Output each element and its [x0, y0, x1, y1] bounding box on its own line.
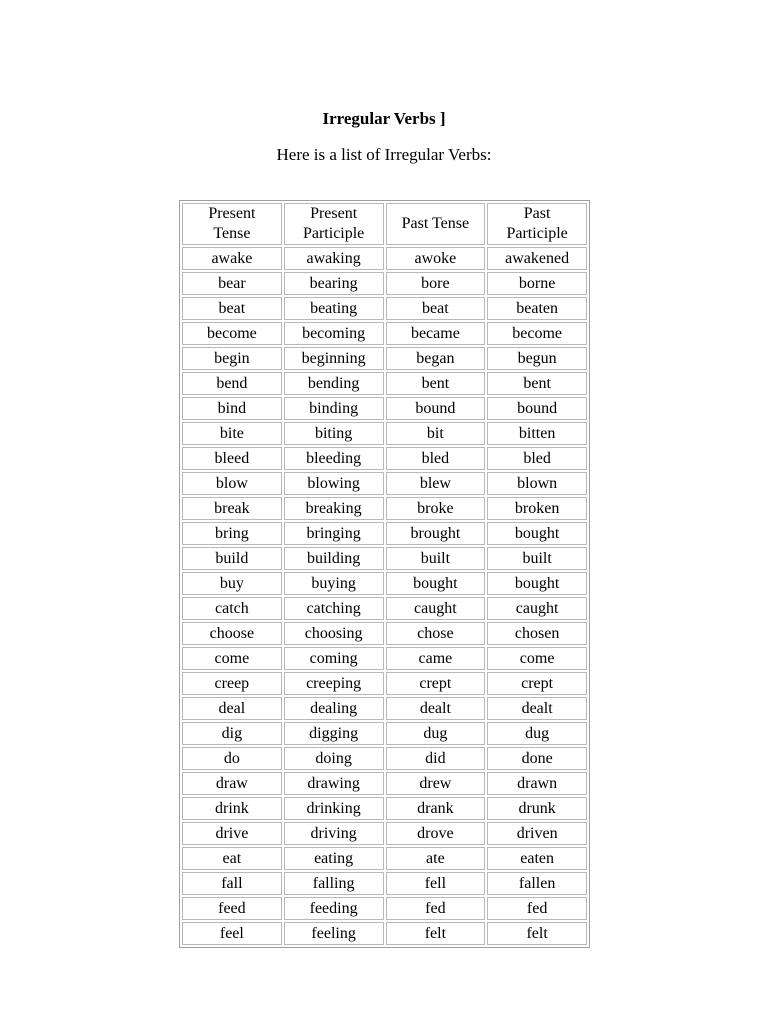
table-row [182, 847, 587, 870]
cell-past-participle: bought [487, 522, 587, 545]
cell-past-participle: blown [487, 472, 587, 495]
cell-present-participle: falling [284, 872, 384, 895]
header-present-participle: Present Participle [284, 203, 384, 245]
table-row [182, 472, 587, 495]
cell-past-participle: eaten [487, 847, 587, 870]
table-row [182, 822, 587, 845]
cell-past-participle: borne [487, 272, 587, 295]
cell-past-tense: drew [386, 772, 486, 795]
cell-past-tense: fell [386, 872, 486, 895]
table-row [182, 622, 587, 645]
cell-past-tense: felt [386, 922, 486, 945]
cell-past-participle: fed [487, 897, 587, 920]
table-row [182, 397, 587, 420]
cell-past-participle: felt [487, 922, 587, 945]
table-row [182, 922, 587, 945]
cell-present-participle: catching [284, 597, 384, 620]
cell-past-participle: fallen [487, 872, 587, 895]
cell-past-tense: awoke [386, 247, 486, 270]
cell-past-tense: chose [386, 622, 486, 645]
cell-past-tense: blew [386, 472, 486, 495]
cell-past-tense: bought [386, 572, 486, 595]
table-row [182, 322, 587, 345]
cell-past-tense: broke [386, 497, 486, 520]
table-row [182, 247, 587, 270]
cell-past-participle: bent [487, 372, 587, 395]
cell-present-participle: doing [284, 747, 384, 770]
cell-past-tense: bound [386, 397, 486, 420]
cell-past-tense: brought [386, 522, 486, 545]
table-row [182, 497, 587, 520]
cell-present-tense: feed [182, 897, 282, 920]
table-body [182, 247, 587, 945]
cell-present-tense: bring [182, 522, 282, 545]
table-row [182, 297, 587, 320]
table-row [182, 447, 587, 470]
cell-present-participle: blowing [284, 472, 384, 495]
cell-present-participle: coming [284, 647, 384, 670]
cell-past-participle: crept [487, 672, 587, 695]
cell-past-participle: drawn [487, 772, 587, 795]
cell-present-participle: building [284, 547, 384, 570]
cell-past-tense: drove [386, 822, 486, 845]
cell-past-participle: awakened [487, 247, 587, 270]
table-row [182, 747, 587, 770]
table-row [182, 672, 587, 695]
table-row [182, 772, 587, 795]
cell-present-tense: draw [182, 772, 282, 795]
cell-present-participle: feeding [284, 897, 384, 920]
table-row [182, 572, 587, 595]
cell-present-tense: break [182, 497, 282, 520]
table-row [182, 872, 587, 895]
cell-present-tense: bind [182, 397, 282, 420]
cell-present-participle: eating [284, 847, 384, 870]
cell-present-participle: binding [284, 397, 384, 420]
cell-present-participle: awaking [284, 247, 384, 270]
cell-present-tense: drink [182, 797, 282, 820]
cell-present-participle: drinking [284, 797, 384, 820]
verbs-table-container [179, 200, 590, 948]
cell-past-participle: dug [487, 722, 587, 745]
table-row [182, 697, 587, 720]
cell-present-tense: bear [182, 272, 282, 295]
cell-present-tense: build [182, 547, 282, 570]
cell-present-tense: dig [182, 722, 282, 745]
cell-past-tense: did [386, 747, 486, 770]
cell-present-participle: bringing [284, 522, 384, 545]
cell-present-tense: buy [182, 572, 282, 595]
table-row [182, 347, 587, 370]
cell-present-tense: blow [182, 472, 282, 495]
cell-past-participle: dealt [487, 697, 587, 720]
cell-past-participle: begun [487, 347, 587, 370]
cell-past-participle: come [487, 647, 587, 670]
cell-present-tense: catch [182, 597, 282, 620]
cell-present-tense: become [182, 322, 282, 345]
cell-present-participle: feeling [284, 922, 384, 945]
table-row [182, 422, 587, 445]
irregular-verbs-table [180, 201, 589, 947]
cell-past-participle: bitten [487, 422, 587, 445]
cell-present-participle: choosing [284, 622, 384, 645]
cell-past-tense: bled [386, 447, 486, 470]
page-title: Irregular Verbs ] [322, 109, 446, 128]
cell-past-participle: done [487, 747, 587, 770]
table-row [182, 547, 587, 570]
cell-past-tense: dealt [386, 697, 486, 720]
cell-past-tense: became [386, 322, 486, 345]
cell-present-participle: creeping [284, 672, 384, 695]
cell-present-tense: fall [182, 872, 282, 895]
cell-past-tense: built [386, 547, 486, 570]
header-present-tense: Present Tense [182, 203, 282, 245]
cell-present-participle: buying [284, 572, 384, 595]
cell-past-tense: drank [386, 797, 486, 820]
cell-past-participle: caught [487, 597, 587, 620]
cell-present-tense: awake [182, 247, 282, 270]
cell-present-participle: bleeding [284, 447, 384, 470]
cell-present-participle: bearing [284, 272, 384, 295]
cell-past-participle: chosen [487, 622, 587, 645]
table-row [182, 722, 587, 745]
cell-present-tense: come [182, 647, 282, 670]
cell-present-tense: beat [182, 297, 282, 320]
cell-present-participle: digging [284, 722, 384, 745]
cell-past-tense: dug [386, 722, 486, 745]
cell-past-participle: become [487, 322, 587, 345]
cell-past-participle: bled [487, 447, 587, 470]
cell-past-tense: bore [386, 272, 486, 295]
header-past-participle: Past Participle [487, 203, 587, 245]
cell-past-participle: bought [487, 572, 587, 595]
table-row [182, 897, 587, 920]
cell-present-tense: bite [182, 422, 282, 445]
cell-past-tense: beat [386, 297, 486, 320]
cell-past-participle: drunk [487, 797, 587, 820]
cell-past-participle: beaten [487, 297, 587, 320]
table-row [182, 522, 587, 545]
cell-present-participle: beginning [284, 347, 384, 370]
cell-present-tense: creep [182, 672, 282, 695]
page-subtitle: Here is a list of Irregular Verbs: [276, 145, 492, 164]
table-row [182, 372, 587, 395]
cell-past-tense: caught [386, 597, 486, 620]
table-row [182, 272, 587, 295]
cell-present-participle: driving [284, 822, 384, 845]
cell-present-tense: choose [182, 622, 282, 645]
cell-past-tense: bent [386, 372, 486, 395]
cell-present-participle: dealing [284, 697, 384, 720]
cell-past-participle: driven [487, 822, 587, 845]
cell-present-participle: breaking [284, 497, 384, 520]
cell-present-participle: drawing [284, 772, 384, 795]
cell-present-tense: bend [182, 372, 282, 395]
cell-past-tense: fed [386, 897, 486, 920]
table-header-row [182, 203, 587, 245]
cell-past-participle: built [487, 547, 587, 570]
cell-present-participle: bending [284, 372, 384, 395]
cell-present-tense: eat [182, 847, 282, 870]
cell-present-tense: deal [182, 697, 282, 720]
header-past-tense: Past Tense [386, 203, 486, 245]
cell-present-tense: do [182, 747, 282, 770]
table-row [182, 797, 587, 820]
cell-present-tense: begin [182, 347, 282, 370]
cell-past-tense: came [386, 647, 486, 670]
cell-past-tense: crept [386, 672, 486, 695]
cell-present-tense: drive [182, 822, 282, 845]
cell-present-participle: beating [284, 297, 384, 320]
cell-present-tense: bleed [182, 447, 282, 470]
cell-present-participle: biting [284, 422, 384, 445]
cell-present-tense: feel [182, 922, 282, 945]
cell-past-tense: bit [386, 422, 486, 445]
cell-past-tense: began [386, 347, 486, 370]
cell-past-participle: bound [487, 397, 587, 420]
cell-past-participle: broken [487, 497, 587, 520]
table-row [182, 597, 587, 620]
cell-past-tense: ate [386, 847, 486, 870]
table-row [182, 647, 587, 670]
cell-present-participle: becoming [284, 322, 384, 345]
